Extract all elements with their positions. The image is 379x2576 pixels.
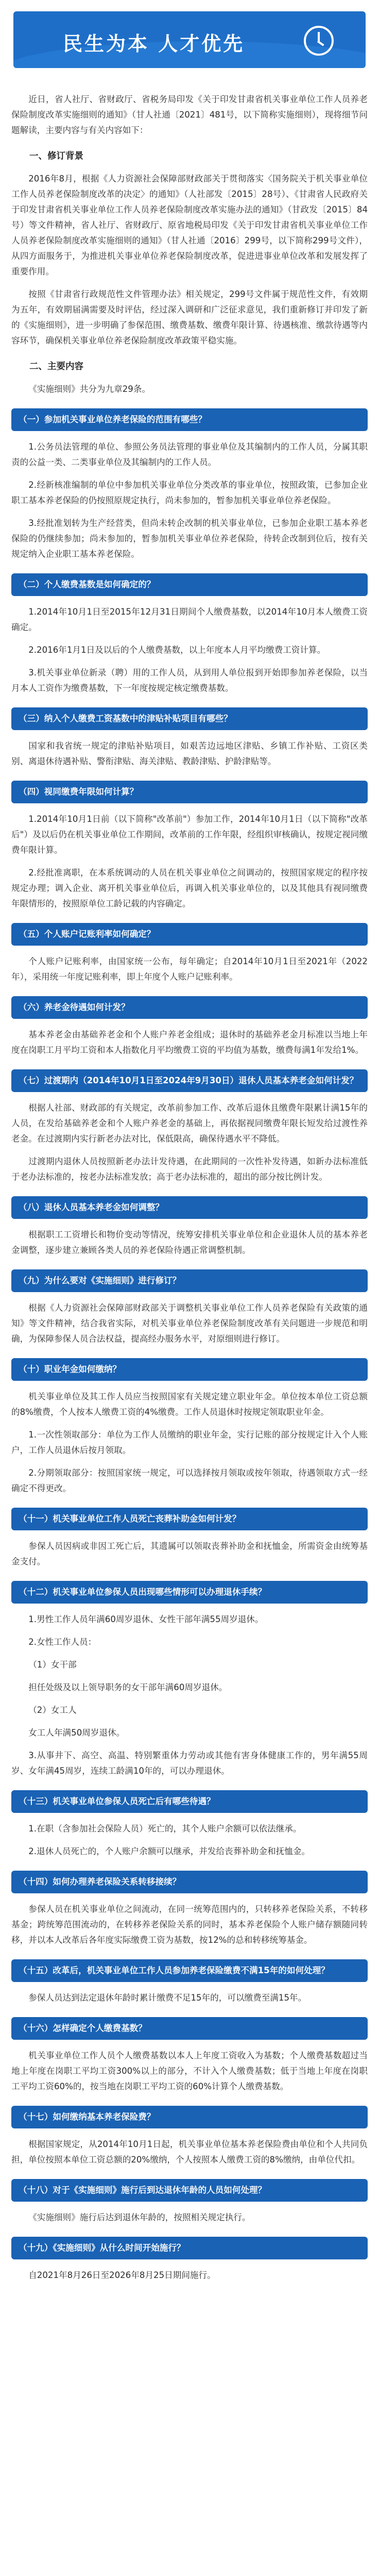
question-bar: （十六）怎样确定个人缴费基数？ xyxy=(11,2017,368,2040)
question-bar: （六）养老金待遇如何计发？ xyxy=(11,996,368,1019)
question-bar: （十五）改革后，机关事业单位工作人员参加养老保险缴费不满15年的如何处理？ xyxy=(11,1959,368,1982)
paragraph: 3.经批准划转为生产经营类，但尚未转企改制的机关事业单位，已参加企业职工基本养老保险的仍继续参加；尚未参加的，暂参加机关事业单位养老保险，待转企改制到位后，按有关规定纳入企业职工基本养老保险。 xyxy=(11,518,368,559)
paragraph: 根据人社部、财政部的有关规定，改革前参加工作、改革后退休且缴费年限累计满15年的人员，在发给基础养老金和个人账户养老金的基础上，再依据视同缴费年限长短发给过渡性养老金。在过渡期内实行新老办法对比，保低限高，确保待遇水平不降低。 xyxy=(11,1103,368,1144)
paragraph: 1.在职（含参加社会保险人员）死亡的，其个人账户余额可以依法继承。 xyxy=(28,1824,302,1834)
article-body xyxy=(11,92,368,2290)
paragraph: 1.一次性领取部分：单位为工作人员缴纳的职业年金，实行记账的部分按规定计入个人账户，工作人员退休后按月领取。 xyxy=(11,1430,368,1455)
paragraph: 3.机关事业单位新录（聘）用的工作人员，从到用人单位报到开始即参加养老保险，以当月本人工资作为缴费基数，下一年度按规定核定缴费基数。 xyxy=(11,668,368,693)
paragraph: 根据国家规定，从2014年10月1日起，机关事业单位基本养老保险费由单位和个人共同负担，单位按照本单位工资总额的20%缴纳，个人按照本人缴费工资的8%缴纳，由单位代扣。 xyxy=(11,2139,368,2165)
section-heading: 二、主要内容 xyxy=(29,361,83,372)
paragraph: 1.2014年10月1日前（以下简称"改革前"）参加工作，2014年10月1日（以下简称"改革后"）及以后仍在机关事业单位工作期间，改革前的工作年限，经组织审核确认，按规定视同缴费年限计算。 xyxy=(11,814,368,855)
question-bar: （十）职业年金如何缴纳？ xyxy=(11,1358,368,1381)
paragraph: 根据职工工资增长和物价变动等情况，统筹安排机关事业单位和企业退休人员的基本养老金调整，逐步建立兼顾各类人员的养老保险待遇正常调整机制。 xyxy=(11,1230,368,1255)
paragraph: 2016年8月，根据《人力资源社会保障部财政部关于贯彻落实〈国务院关于机关事业单位工作人员养老保险制度改革的决定〉的通知》（人社部发〔2015〕28号）、《甘肃省人民政府关于印发甘肃省机关事业单位工作人员养老保险制度改革实施办法的通知》（甘政发〔2015〕84号）等文件精神，省人社厅、省财政厅、原省地税局印发《关于印发甘肃省机关事业单位工作人员养老保险制度改革实施细则的通知》（甘人社通〔2016〕299号，以下简称299号文件），从四方面服务于，为推进机关事业单位养老保险制度改革，促进进事业单位改革和发展发挥了重要作用。 xyxy=(11,174,368,276)
paragraph: （2）女工人 xyxy=(28,1705,77,1715)
paragraph: （1）女干部 xyxy=(28,1660,77,1670)
question-bar: （十二）机关事业单位参保人员出现哪些情形可以办理退休手续？ xyxy=(11,1581,368,1604)
paragraph: 1.男性工作人员年满60周岁退休、女性干部年满55周岁退休。 xyxy=(28,1614,264,1624)
question-bar: （七）过渡期内（2014年10月1日至2024年9月30日）退休人员基本养老金如何计发？ xyxy=(11,1069,368,1092)
paragraph: 参保人员因病或非因工死亡后，其遗属可以领取丧葬补助金和抚恤金，所需资金由统筹基金支付。 xyxy=(11,1541,368,1566)
paragraph: 机关事业单位及其工作人员应当按照国家有关规定建立职业年金。单位按本单位工资总额的8%缴费，个人按本人缴费工资的4%缴费。工作人员退休时按规定领取职业年金。 xyxy=(11,1392,368,1417)
section-heading: 一、修订背景 xyxy=(29,151,83,161)
paragraph: 自2021年8月26日至2026年8月25日期间施行。 xyxy=(28,2270,216,2280)
question-bar: （三）纳入个人缴费工资基数中的津贴补贴项目有哪些？ xyxy=(11,707,368,730)
paragraph: 《实施细则》共分为九章29条。 xyxy=(28,384,151,394)
paragraph: 2.2016年1月1日及以后的个人缴费基数，以上年度本人月平均缴费工资计算。 xyxy=(28,645,326,655)
paragraph: 担任处级及以上领导职务的女干部年满60周岁退休。 xyxy=(28,1682,228,1692)
paragraph: 3.从事井下、高空、高温、特别繁重体力劳动或其他有害身体健康工作的，男年满55周岁、女年满45周岁，连续工龄满10年的，可以办理退休。 xyxy=(11,1751,368,1776)
paragraph: 根据《人力资源社会保障部财政部关于调整机关事业单位工作人员养老保险有关政策的通知》等文件精神，结合我省实际，对机关事业单位养老保险制度改革有关问题进一步规范和明确，为保障参保人员合法权益，提高经办服务水平，对原细则进行修订。 xyxy=(11,1303,368,1344)
paragraph: 过渡期内退休人员按照新老办法计发待遇，在此期间的一次性补发待遇，如新办法标准低于老办法标准的，按老办法标准发放；高于老办法标准的，超出的部分按比例计发。 xyxy=(11,1157,368,1182)
header-banner xyxy=(13,11,366,68)
paragraph: 按照《甘肃省行政规范性文件管理办法》相关规定，299号文件属于规范性文件，有效期为五年，有效期届满需要及时评估，经过深入调研和广泛征求意见，我们重新修订并印发了新的《实施细则》，进一步明确了参保范围、缴费基数、缴费年限计算、待遇核准、缴款待遇等内容环节，确保机关事业单位养老保险制度改革政策平稳实施。 xyxy=(11,289,368,345)
intro: 近日，省人社厅、省财政厅、省税务局印发《关于印发甘肃省机关事业单位工作人员养老保险制度改革实施细则的通知》（甘人社通〔2021〕481号，以下简称实施细则），现将细节问题解读，主要内容与有关内容如下： xyxy=(11,94,368,135)
paragraph: 参保人员在机关事业单位之间流动，在同一统筹范围内的，只转移养老保险关系，不转移基金；跨统筹范围流动的，在转移养老保险关系的同时，基本养老保险个人账户储存额随同转移，并以本人改革后各年度实际缴费工资为基数，按12%的总和转移统筹基金。 xyxy=(11,1904,368,1945)
paragraph: 女工人年满50周岁退休。 xyxy=(28,1728,125,1738)
page-title: 民生为本 人才优先 xyxy=(63,32,245,55)
paragraph: 个人账户记账利率，由国家统一公布，每年确定；自2014年10月1日至2021年（2022年），采用统一年度记账利率，即上年度个人账户记账利率。 xyxy=(11,956,368,982)
paragraph: 2.经新核准编制的单位中参加机关事业单位分类改革的事业单位，按照政策，已参加企业职工基本养老保险的仍按照原规定执行，尚未参加的，暂参加机关事业单位养老保险。 xyxy=(11,480,368,505)
question-bar: （四）视同缴费年限如何计算？ xyxy=(11,781,368,803)
question-bar: （十九）《实施细则》从什么时间开始施行？ xyxy=(11,2237,368,2259)
question-bar: （九）为什么要对《实施细则》进行修订？ xyxy=(11,1269,368,1292)
question-bar: （十四）如何办理养老保险关系转移接续？ xyxy=(11,1871,368,1893)
question-bar: （十一）机关事业单位工作人员死亡丧葬补助金如何计发？ xyxy=(11,1508,368,1530)
paragraph: 2.女性工作人员： xyxy=(28,1637,97,1647)
paragraph: 1.2014年10月1日至2015年12月31日期间个人缴费基数，以2014年10月本人缴费工资确定。 xyxy=(11,607,368,632)
question-bar: （一）参加机关事业单位养老保险的范围有哪些？ xyxy=(11,408,368,431)
paragraph: 机关事业单位工作人员个人缴费基数以本人上年度工资收入为基数；个人缴费基数超过当地上年度在岗职工平均工资300%以上的部分，不计入个人缴费基数；低于当地上年度在岗职工平均工资60%的，按当地在岗职工平均工资的60%计算个人缴费基数。 xyxy=(11,2051,368,2091)
paragraph: 1.公务员法管理的单位、参照公务员法管理的事业单位及其编制内的工作人员，分属其职责的公益一类、二类事业单位及其编制内的工作人员。 xyxy=(11,442,368,467)
question-bar: （八）退休人员基本养老金如何调整？ xyxy=(11,1196,368,1219)
clock-icon xyxy=(304,26,334,56)
paragraph: 2.分期领取部分：按照国家统一规定，可以选择按月领取或按年领取，待遇领取方式一经确定不得更改。 xyxy=(11,1468,368,1493)
question-bar: （十七）如何缴纳基本养老保险费？ xyxy=(11,2106,368,2128)
paragraph: 2.经批准离职，在本系统调动的人员在机关事业单位之间调动的，按照国家规定的程序按规定办理；调入企业、离开机关事业单位后，再调入机关事业单位的，以及其他具有视同缴费年限情形的，按照原单位工龄记载的内容确定。 xyxy=(11,868,368,909)
question-bar: （十八）对于《实施细则》施行后到达退休年龄的人员如何处理？ xyxy=(11,2179,368,2202)
paragraph: 《实施细则》施行后达到退休年龄的，按照相关规定执行。 xyxy=(28,2212,251,2222)
paragraph: 基本养老金由基础养老金和个人账户养老金组成；退休时的基础养老金月标准以当地上年度在岗职工月平均工资和本人指数化月平均缴费工资的平均值为基数，缴费每满1年发给1%。 xyxy=(11,1030,368,1055)
question-bar: （五）个人账户记账利率如何确定？ xyxy=(11,923,368,946)
paragraph: 国家和我省统一规定的津贴补贴项目，如艰苦边远地区津贴、乡镇工作补贴、工资区类别、离退休待遇补贴、警衔津贴、海关津贴、教龄津贴、护龄津贴等。 xyxy=(11,741,368,766)
paragraph: 2.退休人员死亡的，个人账户余额可以继承，并发给丧葬补助金和抚恤金。 xyxy=(28,1846,311,1856)
question-bar: （十三）机关事业单位参保人员死亡后有哪些待遇？ xyxy=(11,1790,368,1813)
question-bar: （二）个人缴费基数是如何确定的？ xyxy=(11,573,368,596)
paragraph: 参保人员达到法定退休年龄时累计缴费不足15年的，可以缴费至满15年。 xyxy=(28,1993,307,2003)
